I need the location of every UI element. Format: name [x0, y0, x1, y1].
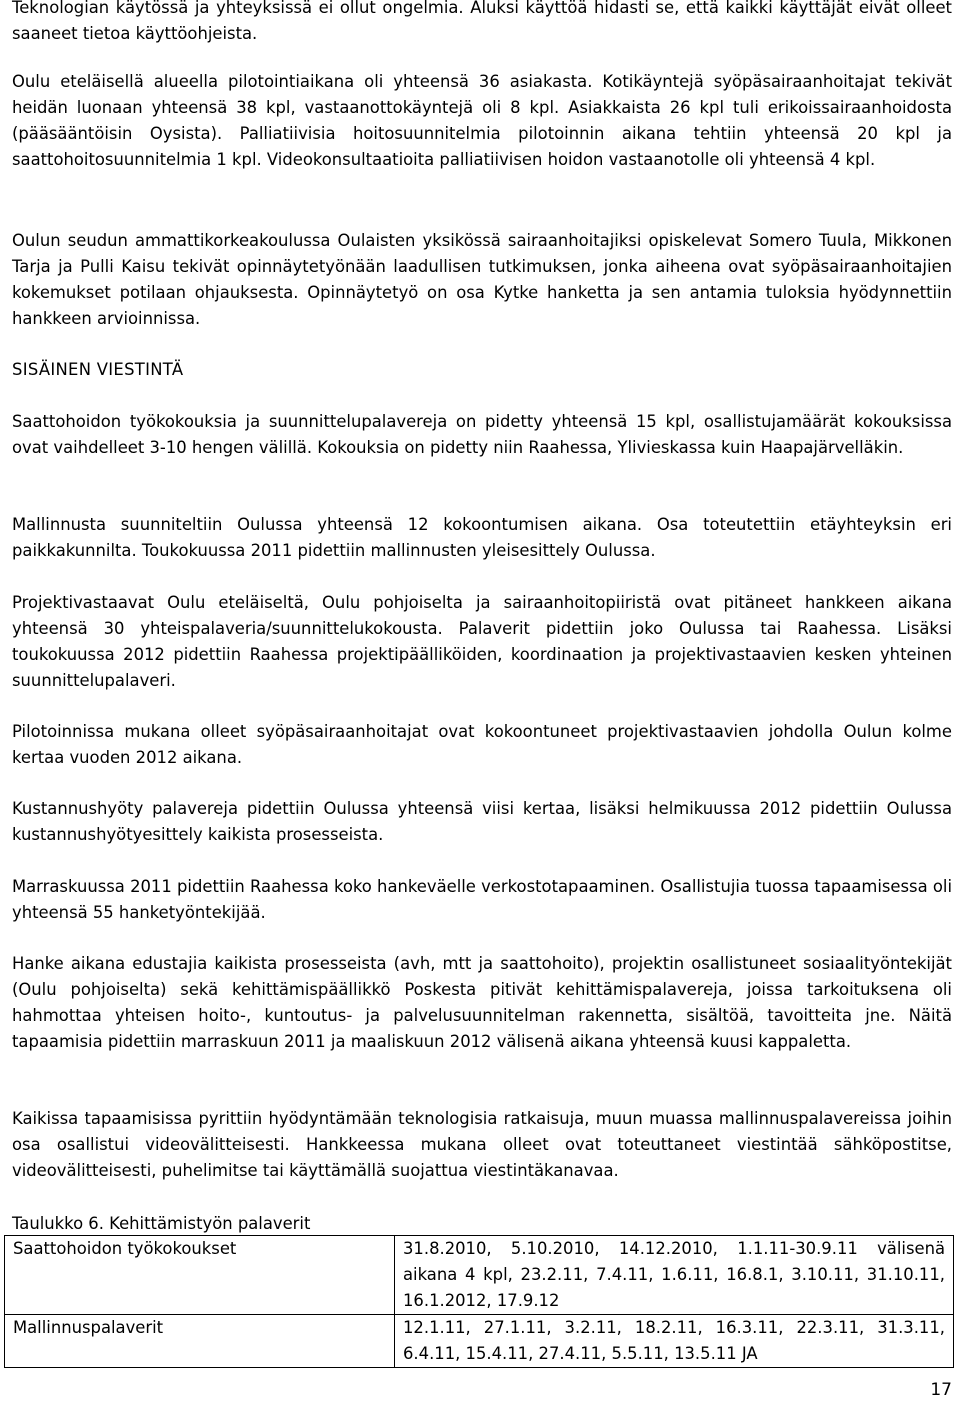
- paragraph-project-managers: Projektivastaavat Oulu eteläiseltä, Oulu pohjoiselta ja sairaanhoitopiiristä ovat pitäneet hankkeen aikana yhteensä 30 yhteispalaveria/suunnittelukokousta. Palaverit pidettiin joko Oulussa tai Raahessa. Lisäksi toukokuussa 2012 pidettiin Raahessa projektipäälliköiden, koordinaation ja projektivastaavien kesken yhteinen suunnittelupalaveri.: [12, 593, 952, 690]
- paragraph-network-meeting: Marraskuussa 2011 pidettiin Raahessa koko hankeväelle verkostotapaaminen. Osallistujia tuossa tapaamisessa oli yhteensä 55 hanketyöntekijää.: [12, 877, 952, 922]
- section-heading-internal-communication: SISÄINEN VIESTINTÄ: [12, 360, 184, 379]
- paragraph-cancer-nurses: Pilotoinnissa mukana olleet syöpäsairaanhoitajat ovat kokoontuneet projektivastaavien johdolla Oulun kolme kertaa vuoden 2012 aikana.: [12, 722, 952, 767]
- paragraph-technology-solutions: Kaikissa tapaamisissa pyrittiin hyödyntämään teknologisia ratkaisuja, muun muassa mallinnuspalavereissa joihin osa osallistui videovälitteisesti. Hankkeessa mukana olleet ovat toteuttaneet viestintää sähköpostitse, videovälitteisesti, puhelimitse tai käyttämällä suojattua viestintäkanavaa.: [12, 1109, 952, 1180]
- table-cell-dates: 31.8.2010, 5.10.2010, 14.12.2010, 1.1.11-30.9.11 välisenä aikana 4 kpl, 23.2.11, 7.4.11, 1.6.11, 16.8.1, 3.10.11, 31.10.11, 16.1.2012, 17.9.12: [395, 1236, 954, 1315]
- table-row: [5, 1236, 954, 1315]
- meetings-table: [4, 1235, 954, 1368]
- paragraph-oamk-thesis: Oulun seudun ammattikorkeakoulussa Oulaisten yksikössä sairaanhoitajiksi opiskelevat Somero Tuula, Mikkonen Tarja ja Pulli Kaisu tekivät opinnäytetyönään laadullisen tutkimuksen, jonka aiheena ovat syöpäsairaanhoitajien kokemukset potilaan ohjauksesta. Opinnäytetyö on osa Kytke hanketta ja sen antamia tuloksia hyödynnettiin hankkeen arvioinnissa.: [12, 231, 952, 328]
- paragraph-modelling-planning: Mallinnusta suunniteltiin Oulussa yhteensä 12 kokoontumisen aikana. Osa toteutettiin etäyhteyksin eri paikkakunnilta. Toukokuussa 2011 pidettiin mallinnusten yleisesittely Oulussa.: [12, 515, 952, 560]
- paragraph-technology-use: Teknologian käytössä ja yhteyksissä ei ollut ongelmia. Aluksi käyttöä hidasti se, että kaikki käyttäjät eivät olleet saaneet tietoa käyttöohjeista.: [12, 0, 952, 43]
- paragraph-hospice-meetings: Saattohoidon työkokouksia ja suunnittelupalavereja on pidetty yhteensä 15 kpl, osallistujamäärät kokouksissa ovat vaihdelleet 3-10 hengen välillä. Kokouksia on pidetty niin Raahessa, Ylivieskassa kuin Haapajärvelläkin.: [12, 412, 952, 457]
- paragraph-oulu-south-pilot: Oulu eteläisellä alueella pilotointiaikana oli yhteensä 36 asiakasta. Kotikäyntejä syöpäsairaanhoitajat tekivät heidän luonaan yhteensä 38 kpl, vastaanottokäyntejä oli 8 kpl. Asiakkaista 26 kpl tuli erikoissairaanhoidosta (pääsääntöisin Oysista). Palliatiivisia hoitosuunnitelmia pilotoinnin aikana tehtiin yhteensä 20 kpl ja saattohoitosuunnitelmia 1 kpl. Videokonsultaatioita palliatiivisen hoidon vastaanotolle oli yhteensä 4 kpl.: [12, 72, 952, 169]
- table-cell-label: Mallinnuspalaverit: [5, 1315, 395, 1368]
- table-caption: Taulukko 6. Kehittämistyön palaverit: [12, 1214, 311, 1233]
- page-number: 17: [930, 1380, 952, 1400]
- paragraph-development-meetings: Hanke aikana edustajia kaikista prosesseista (avh, mtt ja saattohoito), projektin osallistuneet sosiaalityöntekijät (Oulu pohjoiselta) sekä kehittämispäällikkö Poskesta pitivät kehittämispalavereja, joissa tarkoituksena oli hahmottaa yhteisen hoito-, kuntoutus- ja palvelusuunnitelman rakennetta, sisältöä, tavoitteita jne. Näitä tapaamisia pidettiin marraskuun 2011 ja maaliskuun 2012 välisenä aikana yhteensä kuusi kappaletta.: [12, 954, 952, 1051]
- table-cell-dates: 12.1.11, 27.1.11, 3.2.11, 18.2.11, 16.3.11, 22.3.11, 31.3.11, 6.4.11, 15.4.11, 27.4.11, 5.5.11, 13.5.11 JA: [395, 1315, 954, 1368]
- paragraph-cost-benefit: Kustannushyöty palavereja pidettiin Oulussa yhteensä viisi kertaa, lisäksi helmikuussa 2012 pidettiin Oulussa kustannushyötyesittely kaikista prosesseista.: [12, 799, 952, 844]
- table-row: [5, 1315, 954, 1368]
- table-cell-label: Saattohoidon työkokoukset: [5, 1236, 395, 1315]
